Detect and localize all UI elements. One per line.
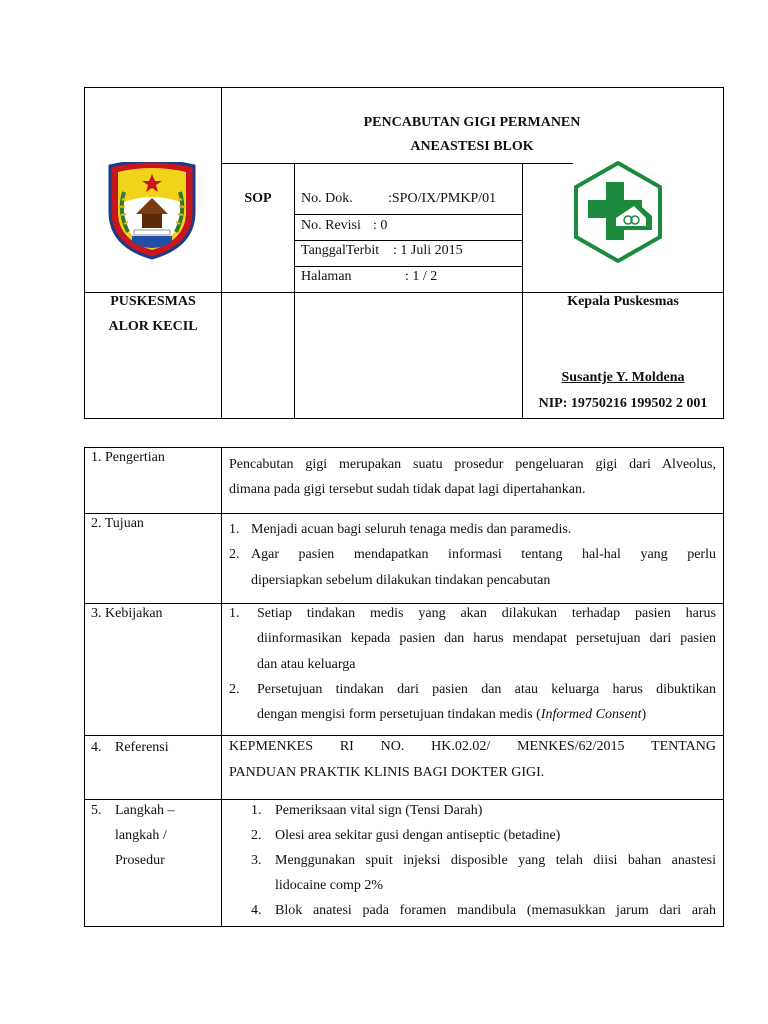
pengertian-text-line1: Pencabutan gigi merupakan suatu prosedur pengeluaran gigi dari Alveolus,: [229, 457, 716, 472]
section-label-langkah: langkah /: [115, 828, 167, 843]
prosedur-item-number: 3.: [251, 853, 262, 868]
halaman-value: : 1 / 2: [405, 269, 438, 284]
section-label-pengertian: 1. Pengertian: [91, 450, 165, 465]
document-title-line1: PENCABUTAN GIGI PERMANEN: [363, 115, 581, 130]
tanggal-terbit-label: TanggalTerbit: [301, 243, 380, 258]
prosedur-item-number: 4.: [251, 903, 262, 918]
no-dok-label: No. Dok.: [301, 191, 353, 206]
sop-label: SOP: [244, 191, 272, 206]
tujuan-item-number: 2.: [229, 547, 240, 562]
no-revisi-label: No. Revisi: [301, 218, 361, 233]
section-label-number: 5.: [91, 803, 102, 818]
kebijakan-item-number: 1.: [229, 606, 240, 621]
section-label-langkah: Langkah –: [115, 803, 175, 818]
kebijakan-item-text-pre: dengan mengisi form persetujuan tindakan medis (: [257, 707, 541, 722]
section-label-kebijakan: 3. Kebijakan: [91, 606, 163, 621]
referensi-text-line1: KEPMENKES RI NO. HK.02.02/ MENKES/62/2015 TENTANG: [229, 739, 716, 754]
head-nip: NIP: 19750216 199502 2 001: [538, 396, 708, 411]
pengertian-text-line2: dimana pada gigi tersebut sudah tidak dapat lagi dipertahankan.: [229, 482, 586, 497]
puskesmas-hexagon-cross-icon: [572, 160, 664, 264]
org-name-line1: PUSKESMAS: [110, 294, 196, 309]
tanggal-terbit-value: : 1 Juli 2015: [393, 243, 463, 258]
tujuan-item-number: 1.: [229, 522, 240, 537]
tujuan-item-text: Menjadi acuan bagi seluruh tenaga medis dan paramedis.: [251, 522, 572, 537]
org-name-line2: ALOR KECIL: [108, 319, 198, 334]
prosedur-item-text: Olesi area sekitar gusi dengan antiseptic (betadine): [275, 828, 561, 843]
section-label-prosedur: Prosedur: [115, 853, 165, 868]
kebijakan-item-text-cont: dan atau keluarga: [257, 657, 356, 672]
no-revisi-value: : 0: [373, 218, 388, 233]
halaman-label: Halaman: [301, 269, 352, 284]
section-label-number: 4.: [91, 740, 102, 755]
section-label-tujuan: 2. Tujuan: [91, 516, 144, 531]
section-label-referensi: Referensi: [115, 740, 169, 755]
head-name: Susantje Y. Moldena: [561, 370, 685, 385]
prosedur-item-number: 2.: [251, 828, 262, 843]
head-title: Kepala Puskesmas: [567, 294, 679, 309]
prosedur-item-text: Blok anatesi pada foramen mandibula (memasukkan jarum dari arah: [275, 903, 716, 918]
kebijakan-item-text-post: ): [641, 707, 647, 722]
tujuan-item-text: Agar pasien mendapatkan informasi tentang hal-hal yang perlu: [251, 547, 716, 562]
regency-crest-icon: [104, 162, 200, 260]
prosedur-item-text-cont: lidocaine comp 2%: [275, 878, 384, 893]
kebijakan-item-number: 2.: [229, 682, 240, 697]
kebijakan-item-text: Setiap tindakan medis yang akan dilakukan terhadap pasien harus: [257, 606, 716, 621]
referensi-text-line2: PANDUAN PRAKTIK KLINIS BAGI DOKTER GIGI.: [229, 765, 545, 780]
kebijakan-item-text: Persetujuan tindakan dari pasien dan atau keluarga harus dibuktikan: [257, 682, 716, 697]
kebijakan-item-text-cont: diinformasikan kepada pasien dan harus mendapat persetujuan dari pasien: [257, 631, 716, 646]
informed-consent-term: Informed Consent: [540, 707, 642, 722]
document-title-line2: ANEASTESI BLOK: [410, 139, 534, 154]
prosedur-item-text: Menggunakan spuit injeksi disposible yang telah diisi bahan anastesi: [275, 853, 716, 868]
kebijakan-item-text-cont: [257, 706, 646, 724]
tujuan-item-text-cont: dipersiapkan sebelum dilakukan tindakan pencabutan: [251, 573, 551, 588]
prosedur-item-number: 1.: [251, 803, 262, 818]
no-dok-value: :SPO/IX/PMKP/01: [388, 191, 497, 206]
prosedur-item-text: Pemeriksaan vital sign (Tensi Darah): [275, 803, 483, 818]
